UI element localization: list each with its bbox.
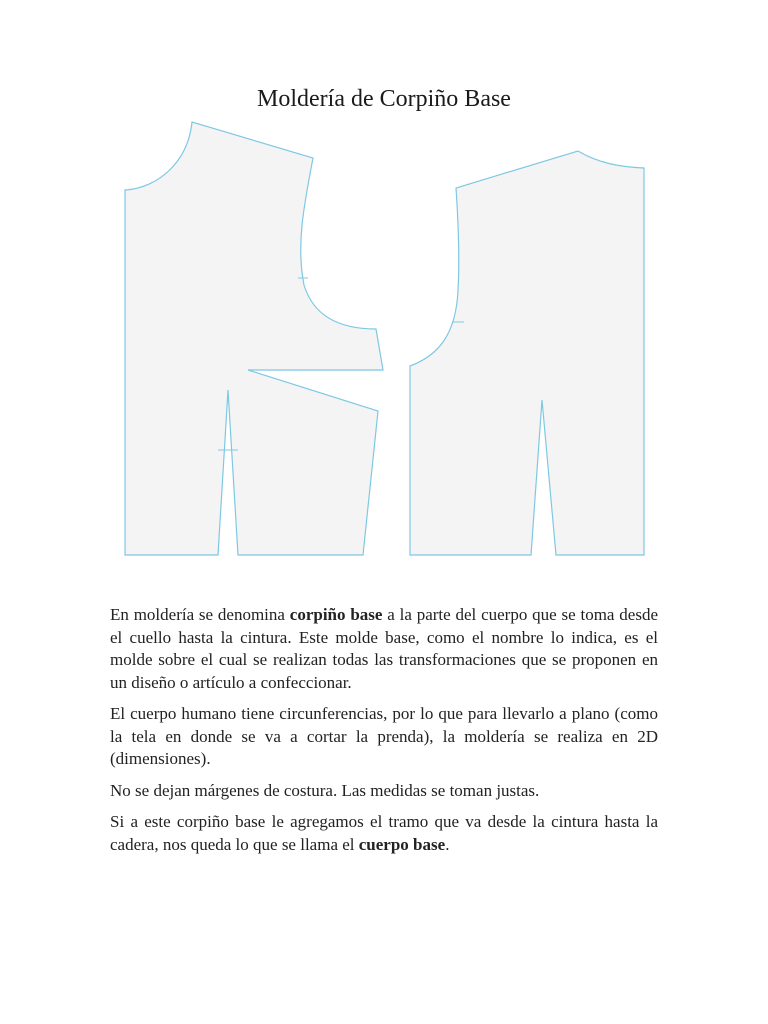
paragraph-1-text: En moldería se denomina <box>110 605 290 624</box>
paragraph-1-bold: corpiño base <box>289 605 383 624</box>
paragraph-4 <box>110 811 658 856</box>
paragraph-2: El cuerpo humano tiene circunferencias, por lo que para llevarlo a plano (como la tela en donde se va a cortar la prenda), la moldería se realiza en 2D (dimensiones). <box>110 704 658 768</box>
paragraph-1-text-cont: a la parte del cuerpo que se toma desde el cuello hasta la cintura. Este molde base, como el nombre lo indica, es el molde sobre el cual se realizan todas las transformaciones que se proponen en un diseño o artículo a confeccionar. <box>110 605 658 692</box>
back-bodice-pattern <box>410 151 644 555</box>
front-bodice-pattern <box>125 122 383 555</box>
paragraph-4-bold: cuerpo base <box>358 834 446 854</box>
body-text <box>110 604 658 865</box>
paragraph-3: No se dejan márgenes de costura. Las medidas se toman justas. <box>110 780 540 800</box>
paragraph-1 <box>110 604 658 694</box>
paragraph-4-text-cont: . <box>445 834 450 854</box>
paragraph-4-text: Si a este corpiño base le agregamos el tramo que va desde la cintura hasta la cadera, nos queda lo que se llama el <box>110 812 658 854</box>
page-title: Moldería de Corpiño Base <box>257 86 511 112</box>
bodice-pattern-figure <box>0 110 768 570</box>
